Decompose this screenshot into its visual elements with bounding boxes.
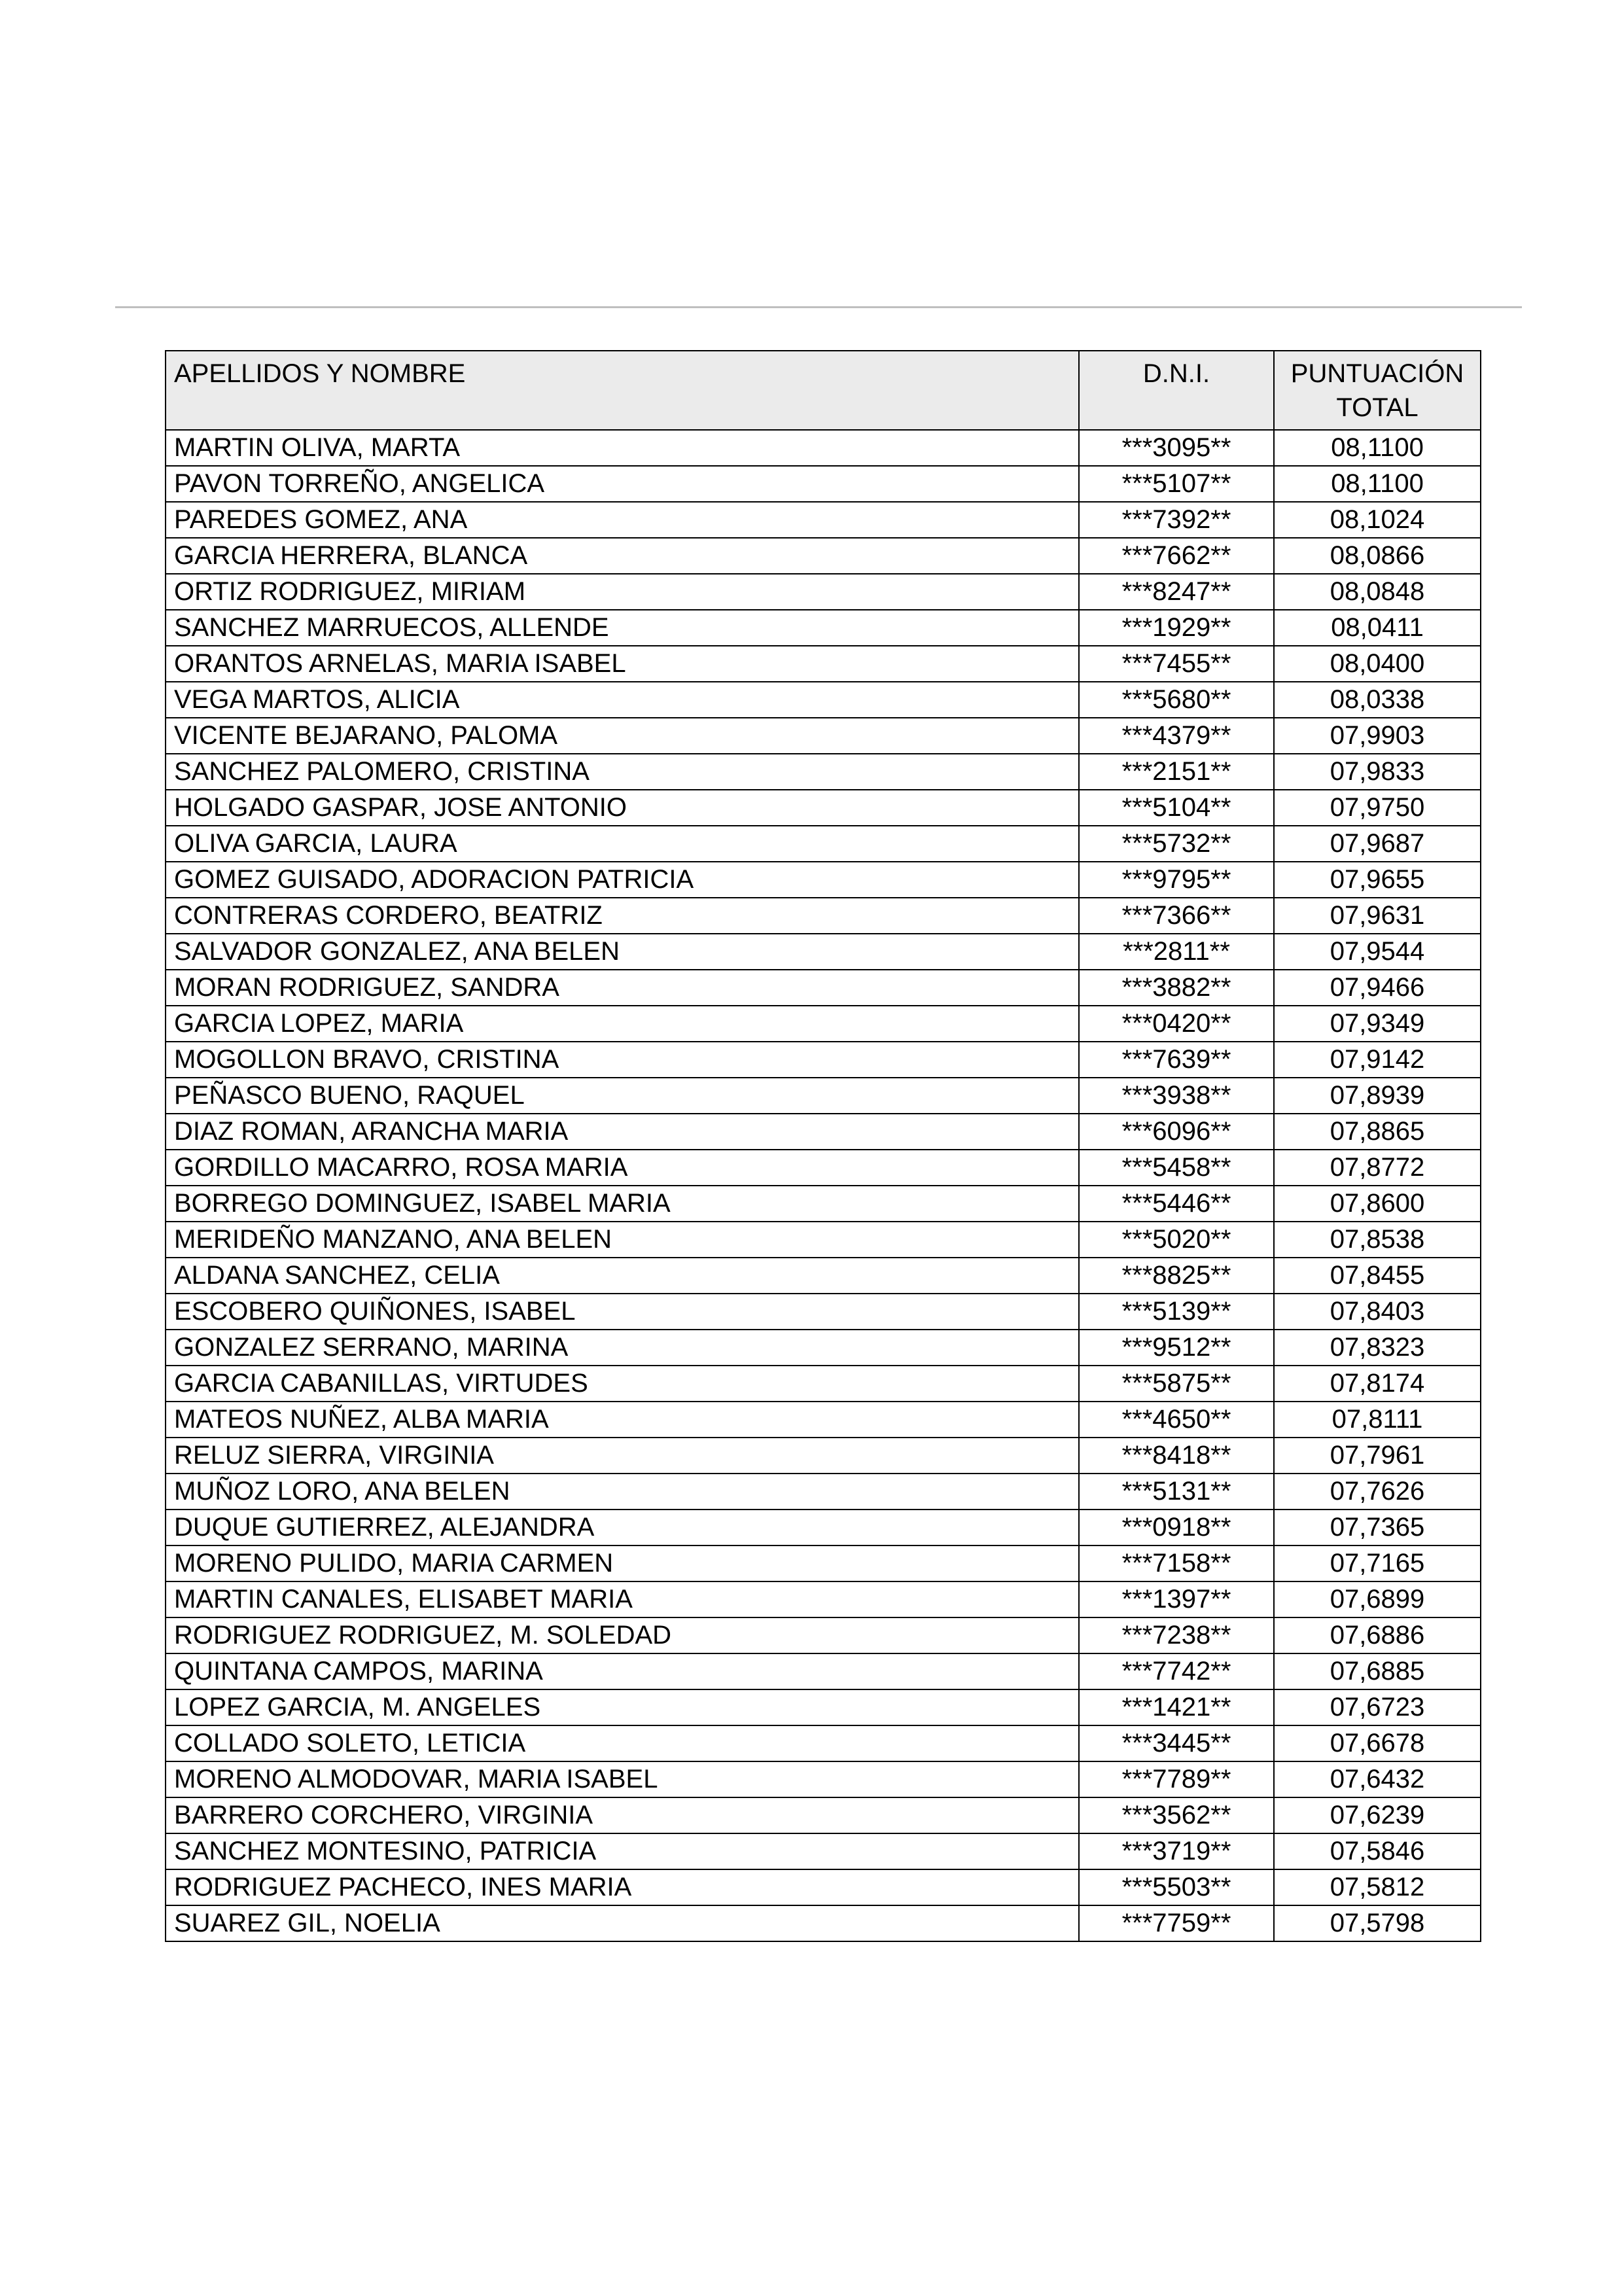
cell-dni: ***7789**: [1079, 1761, 1274, 1797]
cell-name: MATEOS NUÑEZ, ALBA MARIA: [166, 1402, 1079, 1438]
cell-dni: ***7366**: [1079, 898, 1274, 934]
table-row: [166, 1006, 1481, 1042]
cell-score: 08,0848: [1274, 574, 1481, 610]
column-header-dni: D.N.I.: [1079, 351, 1274, 430]
cell-score: 08,0411: [1274, 610, 1481, 646]
cell-score: 07,6723: [1274, 1689, 1481, 1725]
table-row: [166, 1186, 1481, 1222]
cell-score: 07,6239: [1274, 1797, 1481, 1833]
cell-dni: ***3938**: [1079, 1078, 1274, 1114]
table-row: [166, 430, 1481, 466]
table-row: [166, 502, 1481, 538]
cell-dni: ***5104**: [1079, 790, 1274, 826]
cell-dni: ***0420**: [1079, 1006, 1274, 1042]
cell-name: ORTIZ RODRIGUEZ, MIRIAM: [166, 574, 1079, 610]
cell-score: 07,5846: [1274, 1833, 1481, 1869]
table-row: [166, 646, 1481, 682]
cell-dni: ***5503**: [1079, 1869, 1274, 1905]
header-divider: [115, 306, 1522, 308]
table-row: [166, 1078, 1481, 1114]
cell-score: 07,8538: [1274, 1222, 1481, 1258]
cell-name: BORREGO DOMINGUEZ, ISABEL MARIA: [166, 1186, 1079, 1222]
cell-score: 07,8174: [1274, 1366, 1481, 1402]
cell-dni: ***9795**: [1079, 862, 1274, 898]
cell-score: 07,9544: [1274, 934, 1481, 970]
cell-score: 07,6886: [1274, 1617, 1481, 1653]
table-row: [166, 1294, 1481, 1330]
cell-name: GONZALEZ SERRANO, MARINA: [166, 1330, 1079, 1366]
cell-dni: ***7238**: [1079, 1617, 1274, 1653]
cell-score: 07,7626: [1274, 1474, 1481, 1510]
cell-score: 08,1024: [1274, 502, 1481, 538]
cell-score: 08,0866: [1274, 538, 1481, 574]
cell-score: 07,9687: [1274, 826, 1481, 862]
cell-name: RODRIGUEZ RODRIGUEZ, M. SOLEDAD: [166, 1617, 1079, 1653]
cell-name: MORENO ALMODOVAR, MARIA ISABEL: [166, 1761, 1079, 1797]
cell-name: MARTIN OLIVA, MARTA: [166, 430, 1079, 466]
cell-name: COLLADO SOLETO, LETICIA: [166, 1725, 1079, 1761]
cell-dni: ***5458**: [1079, 1150, 1274, 1186]
cell-name: QUINTANA CAMPOS, MARINA: [166, 1653, 1079, 1689]
cell-score: 07,8600: [1274, 1186, 1481, 1222]
cell-name: MORAN RODRIGUEZ, SANDRA: [166, 970, 1079, 1006]
cell-name: VICENTE BEJARANO, PALOMA: [166, 718, 1079, 754]
cell-score: 07,6432: [1274, 1761, 1481, 1797]
cell-name: MOGOLLON BRAVO, CRISTINA: [166, 1042, 1079, 1078]
cell-name: ESCOBERO QUIÑONES, ISABEL: [166, 1294, 1079, 1330]
cell-name: PEÑASCO BUENO, RAQUEL: [166, 1078, 1079, 1114]
cell-dni: ***5020**: [1079, 1222, 1274, 1258]
cell-name: BARRERO CORCHERO, VIRGINIA: [166, 1797, 1079, 1833]
cell-name: ALDANA SANCHEZ, CELIA: [166, 1258, 1079, 1294]
cell-dni: ***8247**: [1079, 574, 1274, 610]
cell-score: 07,8455: [1274, 1258, 1481, 1294]
cell-dni: ***5107**: [1079, 466, 1274, 502]
cell-name: LOPEZ GARCIA, M. ANGELES: [166, 1689, 1079, 1725]
cell-dni: ***7759**: [1079, 1905, 1274, 1941]
column-header-name: APELLIDOS Y NOMBRE: [166, 351, 1079, 430]
cell-name: PAREDES GOMEZ, ANA: [166, 502, 1079, 538]
cell-score: 07,6678: [1274, 1725, 1481, 1761]
table-row: [166, 610, 1481, 646]
cell-dni: ***3719**: [1079, 1833, 1274, 1869]
table-header: [166, 351, 1481, 430]
cell-name: GOMEZ GUISADO, ADORACION PATRICIA: [166, 862, 1079, 898]
cell-dni: ***6096**: [1079, 1114, 1274, 1150]
cell-name: GARCIA HERRERA, BLANCA: [166, 538, 1079, 574]
cell-name: GARCIA CABANILLAS, VIRTUDES: [166, 1366, 1079, 1402]
table-row: [166, 754, 1481, 790]
cell-name: ORANTOS ARNELAS, MARIA ISABEL: [166, 646, 1079, 682]
table-row: [166, 682, 1481, 718]
cell-score: 07,9833: [1274, 754, 1481, 790]
cell-score: 08,1100: [1274, 466, 1481, 502]
table-row: [166, 790, 1481, 826]
cell-dni: ***7158**: [1079, 1545, 1274, 1581]
cell-dni: ***1397**: [1079, 1581, 1274, 1617]
cell-name: MORENO PULIDO, MARIA CARMEN: [166, 1545, 1079, 1581]
cell-dni: ***7742**: [1079, 1653, 1274, 1689]
cell-score: 07,9466: [1274, 970, 1481, 1006]
cell-score: 07,8323: [1274, 1330, 1481, 1366]
cell-dni: ***7639**: [1079, 1042, 1274, 1078]
table-row: [166, 1258, 1481, 1294]
cell-score: 08,1100: [1274, 430, 1481, 466]
cell-score: 07,8403: [1274, 1294, 1481, 1330]
cell-score: 07,7961: [1274, 1438, 1481, 1474]
cell-score: 07,9655: [1274, 862, 1481, 898]
cell-name: SANCHEZ MARRUECOS, ALLENDE: [166, 610, 1079, 646]
cell-dni: ***2811**: [1079, 934, 1274, 970]
cell-score: 07,7165: [1274, 1545, 1481, 1581]
cell-dni: ***7662**: [1079, 538, 1274, 574]
table-row: [166, 862, 1481, 898]
table-row: [166, 1330, 1481, 1366]
table-row: [166, 1761, 1481, 1797]
table-row: [166, 1725, 1481, 1761]
cell-name: MERIDEÑO MANZANO, ANA BELEN: [166, 1222, 1079, 1258]
cell-score: 07,8772: [1274, 1150, 1481, 1186]
cell-name: CONTRERAS CORDERO, BEATRIZ: [166, 898, 1079, 934]
cell-name: RODRIGUEZ PACHECO, INES MARIA: [166, 1869, 1079, 1905]
cell-score: 07,5812: [1274, 1869, 1481, 1905]
cell-dni: ***3445**: [1079, 1725, 1274, 1761]
table-row: [166, 1617, 1481, 1653]
header-row: [166, 351, 1481, 430]
table-row: [166, 1653, 1481, 1689]
table-row: [166, 934, 1481, 970]
cell-dni: ***1421**: [1079, 1689, 1274, 1725]
cell-name: OLIVA GARCIA, LAURA: [166, 826, 1079, 862]
cell-dni: ***5131**: [1079, 1474, 1274, 1510]
score-table: [165, 350, 1481, 1942]
table-row: [166, 1869, 1481, 1905]
table-row: [166, 466, 1481, 502]
cell-dni: ***3095**: [1079, 430, 1274, 466]
cell-score: 07,8939: [1274, 1078, 1481, 1114]
table-row: [166, 1114, 1481, 1150]
cell-dni: ***5446**: [1079, 1186, 1274, 1222]
table-row: [166, 1366, 1481, 1402]
cell-dni: ***5875**: [1079, 1366, 1274, 1402]
cell-dni: ***5139**: [1079, 1294, 1274, 1330]
table-row: [166, 1689, 1481, 1725]
cell-score: 08,0338: [1274, 682, 1481, 718]
table-row: [166, 1581, 1481, 1617]
table-row: [166, 1510, 1481, 1545]
table-row: [166, 898, 1481, 934]
cell-dni: ***5680**: [1079, 682, 1274, 718]
table-row: [166, 1222, 1481, 1258]
cell-dni: ***4650**: [1079, 1402, 1274, 1438]
table-row: [166, 1042, 1481, 1078]
cell-dni: ***4379**: [1079, 718, 1274, 754]
cell-score: 07,5798: [1274, 1905, 1481, 1941]
cell-name: PAVON TORREÑO, ANGELICA: [166, 466, 1079, 502]
cell-name: RELUZ SIERRA, VIRGINIA: [166, 1438, 1079, 1474]
cell-name: GORDILLO MACARRO, ROSA MARIA: [166, 1150, 1079, 1186]
table-row: [166, 1797, 1481, 1833]
table-row: [166, 538, 1481, 574]
cell-dni: ***5732**: [1079, 826, 1274, 862]
cell-dni: ***7392**: [1079, 502, 1274, 538]
cell-name: MUÑOZ LORO, ANA BELEN: [166, 1474, 1079, 1510]
table-row: [166, 970, 1481, 1006]
cell-name: MARTIN CANALES, ELISABET MARIA: [166, 1581, 1079, 1617]
cell-score: 07,9903: [1274, 718, 1481, 754]
cell-name: VEGA MARTOS, ALICIA: [166, 682, 1079, 718]
table-row: [166, 1545, 1481, 1581]
table-row: [166, 1474, 1481, 1510]
table-row: [166, 1905, 1481, 1941]
table-row: [166, 574, 1481, 610]
cell-name: SANCHEZ MONTESINO, PATRICIA: [166, 1833, 1079, 1869]
cell-score: 07,9142: [1274, 1042, 1481, 1078]
cell-name: GARCIA LOPEZ, MARIA: [166, 1006, 1079, 1042]
cell-score: 07,7365: [1274, 1510, 1481, 1545]
column-header-score: PUNTUACIÓN TOTAL: [1274, 351, 1481, 430]
cell-dni: ***8825**: [1079, 1258, 1274, 1294]
cell-name: DIAZ ROMAN, ARANCHA MARIA: [166, 1114, 1079, 1150]
cell-score: 07,9349: [1274, 1006, 1481, 1042]
cell-dni: ***3882**: [1079, 970, 1274, 1006]
cell-dni: ***9512**: [1079, 1330, 1274, 1366]
cell-score: 08,0400: [1274, 646, 1481, 682]
cell-dni: ***3562**: [1079, 1797, 1274, 1833]
cell-score: 07,9631: [1274, 898, 1481, 934]
table-row: [166, 1402, 1481, 1438]
cell-dni: ***0918**: [1079, 1510, 1274, 1545]
table-row: [166, 1833, 1481, 1869]
table-row: [166, 1150, 1481, 1186]
table-body: [166, 430, 1481, 1941]
table-row: [166, 1438, 1481, 1474]
cell-score: 07,6885: [1274, 1653, 1481, 1689]
cell-name: HOLGADO GASPAR, JOSE ANTONIO: [166, 790, 1079, 826]
table-row: [166, 826, 1481, 862]
cell-name: SUAREZ GIL, NOELIA: [166, 1905, 1079, 1941]
cell-score: 07,8865: [1274, 1114, 1481, 1150]
cell-name: DUQUE GUTIERREZ, ALEJANDRA: [166, 1510, 1079, 1545]
cell-score: 07,8111: [1274, 1402, 1481, 1438]
cell-dni: ***1929**: [1079, 610, 1274, 646]
cell-score: 07,9750: [1274, 790, 1481, 826]
cell-name: SANCHEZ PALOMERO, CRISTINA: [166, 754, 1079, 790]
cell-score: 07,6899: [1274, 1581, 1481, 1617]
cell-name: SALVADOR GONZALEZ, ANA BELEN: [166, 934, 1079, 970]
table-row: [166, 718, 1481, 754]
cell-dni: ***7455**: [1079, 646, 1274, 682]
cell-dni: ***2151**: [1079, 754, 1274, 790]
cell-dni: ***8418**: [1079, 1438, 1274, 1474]
